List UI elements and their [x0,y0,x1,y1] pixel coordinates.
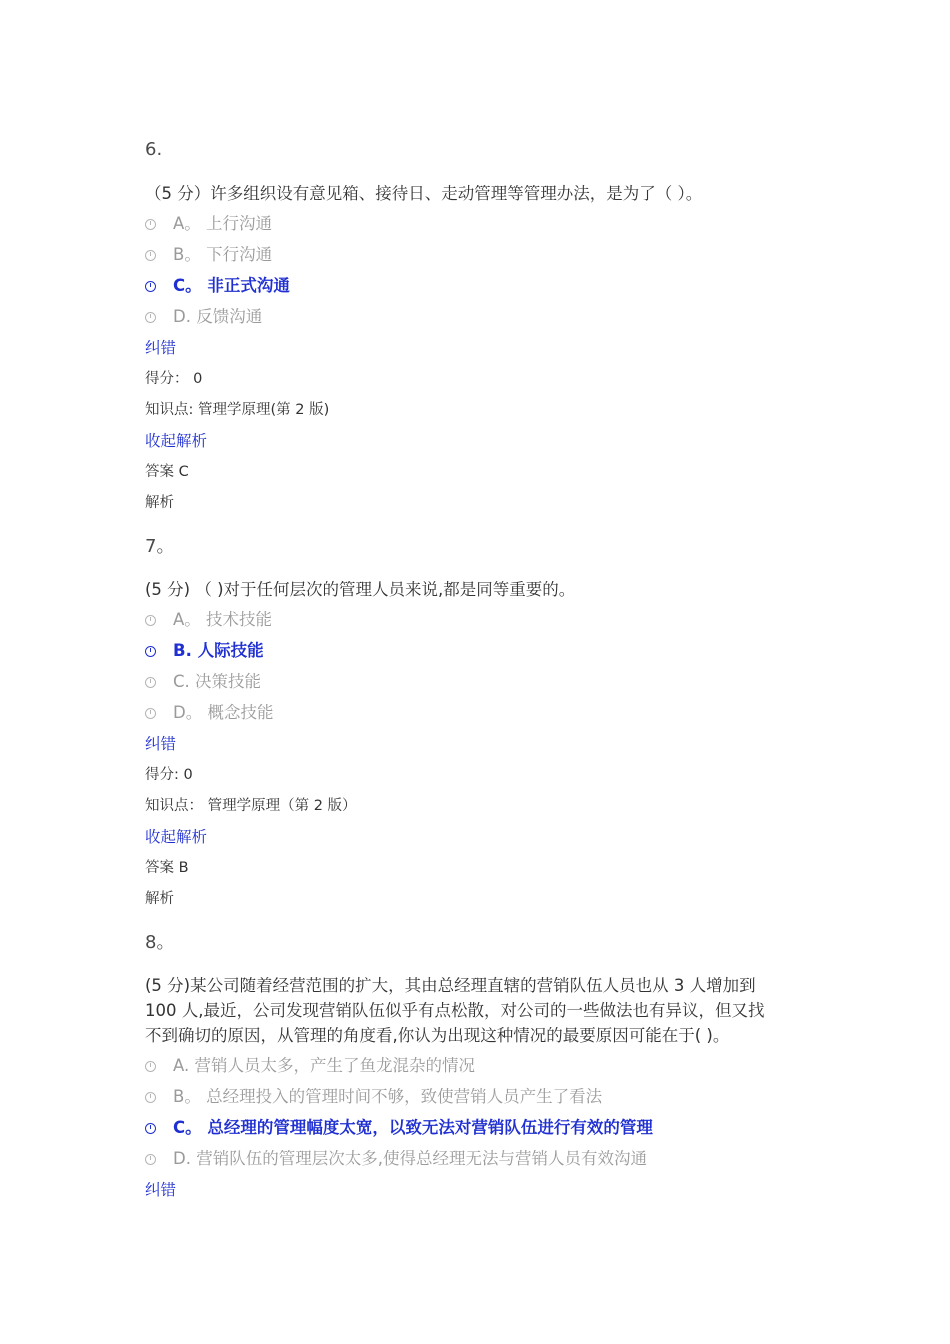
option-label: C。 非正式沟通 [173,276,290,295]
question-stem: （5 分）许多组织设有意见箱、接待日、走动管理等管理办法，是为了（ ）。 [145,184,703,203]
analysis-label: 解析 [145,495,174,511]
answer-text: 答案 C [145,464,189,480]
question-number: 8。 [145,932,175,953]
radio-icon[interactable] [145,1092,156,1103]
question-number: 6. [145,139,163,160]
option-label: A. 营销人员太多，产生了鱼龙混杂的情况 [173,1056,475,1075]
report-error-link[interactable]: 纠错 [145,735,177,753]
option-c[interactable] [145,671,261,693]
option-b[interactable] [145,1086,602,1108]
option-label: C. 决策技能 [173,672,262,691]
option-b[interactable] [145,244,272,266]
report-error-link[interactable]: 纠错 [145,1181,177,1199]
radio-icon[interactable] [145,250,156,261]
option-d[interactable] [145,702,273,724]
option-label: D。 概念技能 [173,703,274,722]
question-stem: (5 分) （ )对于任何层次的管理人员来说,都是同等重要的。 [145,580,576,599]
knowledge-point: 知识点: 管理学原理(第 2 版) [145,402,330,418]
option-d[interactable] [145,306,262,328]
analysis-label: 解析 [145,891,174,907]
radio-icon[interactable] [145,1123,156,1134]
option-d[interactable] [145,1148,647,1170]
option-a[interactable] [145,1055,475,1077]
question-stem-line-2: 100 人,最近，公司发现营销队伍似乎有点松散，对公司的一些做法也有异议，但又找 [145,1001,765,1020]
radio-icon[interactable] [145,615,156,626]
option-label: B. 人际技能 [173,641,264,660]
option-c-selected[interactable] [145,1117,653,1139]
score-text: 得分： 0 [145,371,203,387]
option-label: B。 下行沟通 [173,245,273,264]
option-c-selected[interactable] [145,275,290,297]
question-number: 7。 [145,536,175,557]
option-label: D. 反馈沟通 [173,307,263,326]
question-stem-line-3: 不到确切的原因，从管理的角度看,你认为出现这种情况的最要原因可能在于( )。 [145,1026,730,1045]
radio-icon[interactable] [145,677,156,688]
answer-text: 答案 B [145,860,189,876]
radio-icon[interactable] [145,708,156,719]
radio-icon[interactable] [145,219,156,230]
collapse-analysis-link[interactable]: 收起解析 [145,828,208,846]
knowledge-point: 知识点： 管理学原理（第 2 版） [145,798,357,814]
option-label: A。 技术技能 [173,610,273,629]
option-label: A。 上行沟通 [173,214,273,233]
radio-icon[interactable] [145,312,156,323]
radio-icon[interactable] [145,1154,156,1165]
score-text: 得分: 0 [145,767,193,783]
collapse-analysis-link[interactable]: 收起解析 [145,432,208,450]
option-label: D. 营销队伍的管理层次太多,使得总经理无法与营销人员有效沟通 [173,1149,647,1168]
radio-icon[interactable] [145,1061,156,1072]
option-b-selected[interactable] [145,640,264,662]
radio-icon[interactable] [145,281,156,292]
option-a[interactable] [145,609,272,631]
option-a[interactable] [145,213,272,235]
report-error-link[interactable]: 纠错 [145,339,177,357]
option-label: C。 总经理的管理幅度太宽，以致无法对营销队伍进行有效的管理 [173,1118,653,1137]
option-label: B。 总经理投入的管理时间不够，致使营销人员产生了看法 [173,1087,603,1106]
radio-icon[interactable] [145,646,156,657]
question-stem-line-1: (5 分)某公司随着经营范围的扩大，其由总经理直辖的营销队伍人员也从 3 人增加到 [145,976,756,995]
